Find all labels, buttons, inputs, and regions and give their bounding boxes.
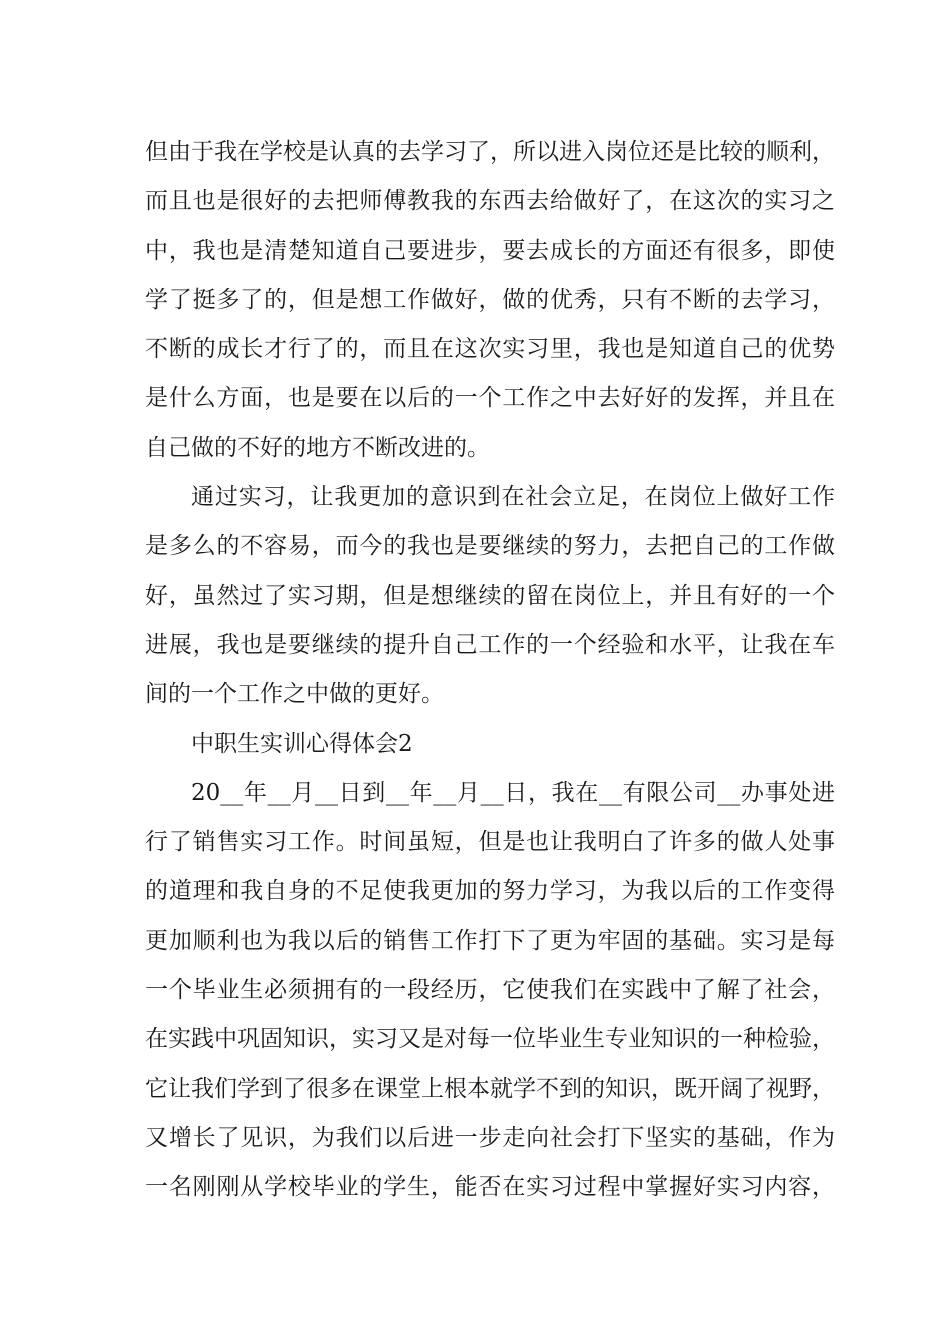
text-line: 自己做的不好的地方不断改进的。 xyxy=(145,434,490,461)
heading-text: 中职生实训心得体会2 xyxy=(191,730,413,757)
text-line: 不断的成长才行了的，而且在这次实习里，我也是知道自己的优势 xyxy=(145,336,835,363)
text-line: 又增长了见识，为我们以后进一步走向社会打下坚实的基础，作为 xyxy=(145,1124,835,1151)
text-line: 更加顺利也为我以后的销售工作打下了更为牢固的基础。实习是每 xyxy=(145,927,835,954)
text-line: 是多么的不容易，而今的我也是要继续的努力，去把自己的工作做 xyxy=(145,533,835,560)
text-line: 但由于我在学校是认真的去学习了，所以进入岗位还是比较的顺利， xyxy=(145,139,835,165)
text-line: 的道理和我自身的不足使我更加的努力学习，为我以后的工作变得 xyxy=(145,878,835,905)
text-line: 20__年__月__日到__年__月__日，我在__有限公司__办事处进 xyxy=(191,779,835,806)
text-line: 学了挺多了的，但是想工作做好，做的优秀，只有不断的去学习， xyxy=(145,286,835,313)
text-line: 中，我也是清楚知道自己要进步，要去成长的方面还有很多，即使 xyxy=(145,237,835,264)
paragraph-1 xyxy=(145,128,835,473)
text-line: 间的一个工作之中做的更好。 xyxy=(145,681,444,708)
text-line: 一名刚刚从学校毕业的学生，能否在实习过程中掌握好实习内容， xyxy=(145,1174,835,1201)
text-line: 一个毕业生必须拥有的一段经历，它使我们在实践中了解了社会， xyxy=(145,977,835,1004)
text-line: 它让我们学到了很多在课堂上根本就学不到的知识，既开阔了视野， xyxy=(145,1075,835,1102)
text-line: 是什么方面，也是要在以后的一个工作之中去好好的发挥，并且在 xyxy=(145,385,835,412)
text-line: 好，虽然过了实习期，但是想继续的留在岗位上，并且有好的一个 xyxy=(145,582,835,609)
section-heading xyxy=(145,720,835,769)
text-line: 而且也是很好的去把师傅教我的东西去给做好了，在这次的实习之 xyxy=(145,188,835,215)
document-body xyxy=(145,128,835,1213)
paragraph-2 xyxy=(145,473,835,719)
text-line: 行了销售实习工作。时间虽短，但是也让我明白了许多的做人处事 xyxy=(145,829,835,856)
text-line: 进展，我也是要继续的提升自己工作的一个经验和水平，让我在车 xyxy=(145,631,835,658)
text-line: 在实践中巩固知识，实习又是对每一位毕业生专业知识的一种检验， xyxy=(145,1026,835,1053)
text-line: 通过实习，让我更加的意识到在社会立足，在岗位上做好工作 xyxy=(191,484,835,511)
paragraph-3 xyxy=(145,769,835,1213)
